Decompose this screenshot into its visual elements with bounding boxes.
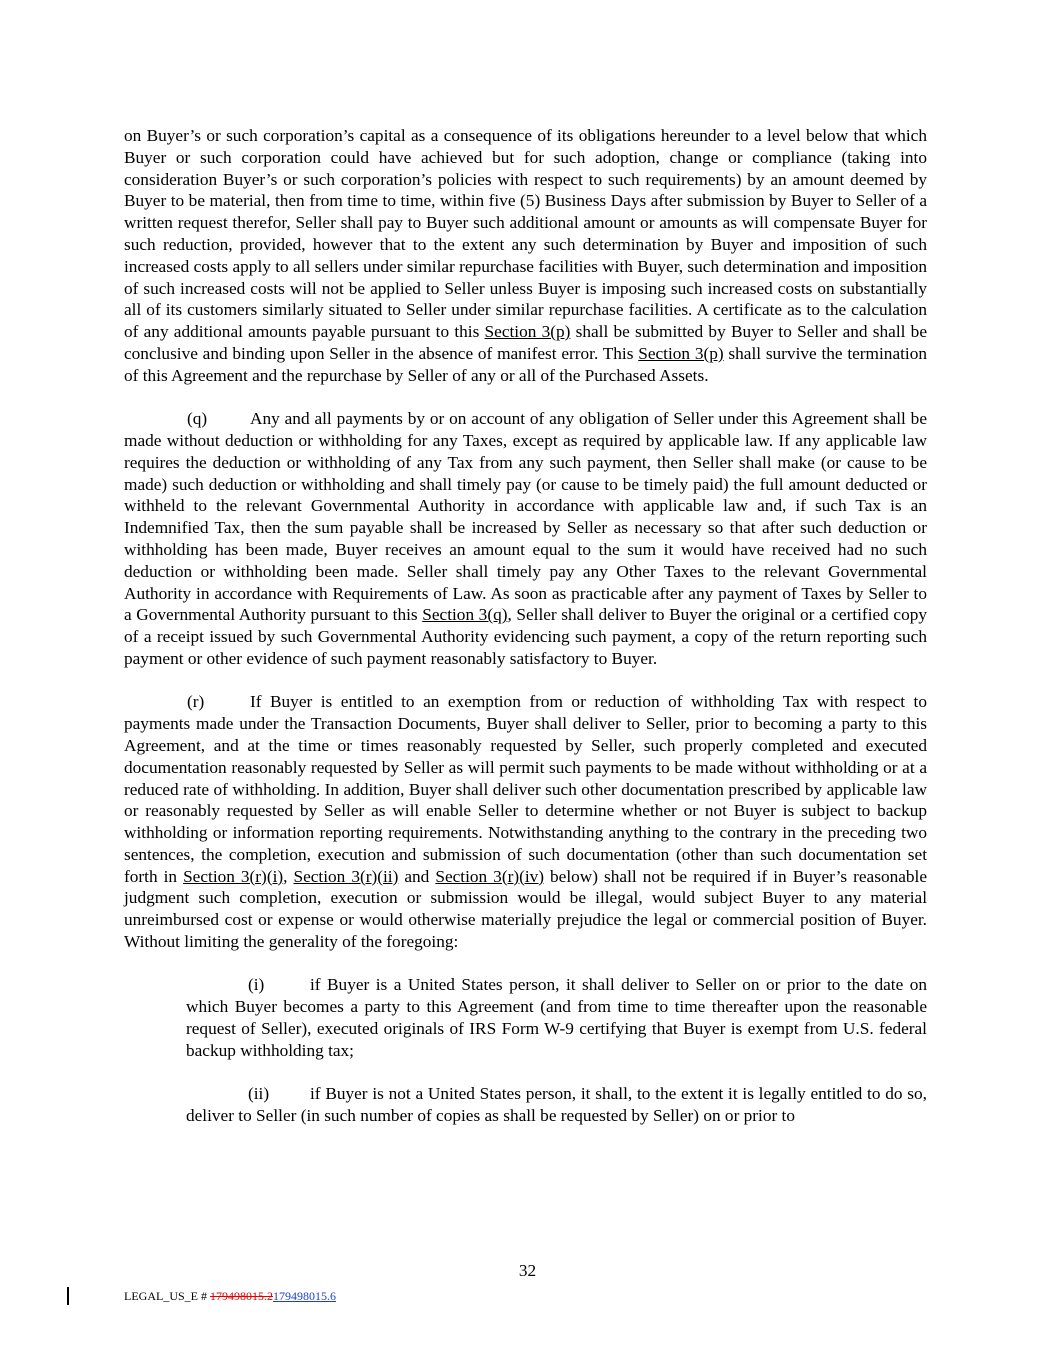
- section-reference-3p: Section 3(p): [484, 322, 571, 342]
- section-reference-3q: Section 3(q): [422, 605, 508, 625]
- paragraph-marker: (ii): [248, 1084, 270, 1104]
- paragraph-r: (r) If Buyer is entitled to an exemption from or reduction of withholding Tax with respect to payments made under the Transaction Documents, Buyer shall deliver to Seller, prior to becoming a party to this Agreement, and at the time or times reasonably requested by Seller, such properly completed and executed documentation reasonably requested by Seller as will permit such payments to be made without withholding or at a reduced rate of withholding. In addition, Buyer shall deliver such other documentation prescribed by applicable law or reasonably requested by Seller as will enable Seller to determine whether or not Buyer is subject to backup withholding or information reporting requirements. Notwithstanding anything to the contrary in the preceding two sentences, the completion, execution and submission of such documentation (other than such documentation set forth in Section 3(r)(i), Section 3(r)(ii) and Section 3(r)(iv) below) shall not be required if in Buyer’s reasonable judgment such completion, execution or submission would be illegal, would subject Buyer to any material unreimbursed cost or expense or would otherwise materially prejudice the legal or commercial position of Buyer. Without limiting the generality of the foregoing:: [124, 692, 928, 952]
- paragraph-r-ii-text: (ii) if Buyer is not a United States person, it shall, to the extent it is legally entitled to do so, deliver to Seller (in such number of copies as shall be requested by Seller) on or prior to: [186, 1084, 927, 1126]
- section-reference-3r-i: Section 3(r)(i): [183, 866, 284, 886]
- deleted-document-id: 179498015.2: [210, 1289, 273, 1303]
- section-reference-3r-iv: Section 3(r)(iv): [435, 866, 545, 886]
- inserted-document-id: 179498015.6: [273, 1289, 336, 1303]
- paragraph-q: (q) Any and all payments by or on account of any obligation of Seller under this Agreement shall be made without deduction or withholding for any Taxes, except as required by applicable law. If any applicable law requires the deduction or withholding of any Tax from any such payment, then Seller shall make (or cause to be made) such deduction or withholding and shall timely pay (or cause to be timely paid) the full amount deducted or withheld to the relevant Governmental Authority in accordance with applicable law and, if such Tax is an Indemnified Tax, then the sum payable shall be increased by Seller as necessary so that after such deduction or withholding has been made, Buyer receives an amount equal to the sum it would have received had no such deduction or withholding been made. Seller shall timely pay any Other Taxes to the relevant Governmental Authority in accordance with Requirements of Law. As soon as practicable after any payment of Taxes by Seller to a Governmental Authority pursuant to this Section 3(q), Seller shall deliver to Buyer the original or a certified copy of a receipt issued by such Governmental Authority evidencing such payment, a copy of the return reporting such payment or other evidence of such payment reasonably satisfactory to Buyer.: [124, 409, 927, 668]
- paragraph-marker: (q): [187, 409, 208, 429]
- paragraph-r-ii: [186, 1083, 927, 1127]
- document-body: [124, 125, 927, 1148]
- paragraph-marker: (r): [187, 692, 205, 712]
- section-reference-3p: Section 3(p): [638, 343, 724, 363]
- document-id-footer: [124, 1289, 336, 1304]
- paragraph-r-i: [186, 974, 927, 1061]
- paragraph-p-continuation: on Buyer’s or such corporation’s capital as a consequence of its obligations hereunder to a level below that which Buyer or such corporation could have achieved but for such adoption, change or compliance (taking into consideration Buyer’s or such corporation’s policies with respect to such requirements) by an amount deemed by Buyer to be material, then from time to time, within five (5) Business Days after submission by Buyer to Seller of a written request therefor, Seller shall pay to Buyer such additional amount or amounts as will compensate Buyer for such reduction, provided, however that to the extent any such determination by Buyer and imposition of such increased costs apply to all sellers under similar repurchase facilities with Buyer, such determination and imposition of such increased costs will not be applied to Seller unless Buyer is imposing such increased costs on substantially all of its customers similarly situated to Seller under similar repurchase facilities. A certificate as to the calculation of any additional amounts payable pursuant to this Section 3(p) shall be submitted by Buyer to Seller and shall be conclusive and binding upon Seller in the absence of manifest error. This Section 3(p) shall survive the termination of this Agreement and the repurchase by Seller of any or all of the Purchased Assets.: [124, 126, 927, 385]
- page-number: 32: [518, 1261, 537, 1280]
- section-reference-3r-ii: Section 3(r)(ii): [293, 866, 399, 886]
- document-id-prefix: LEGAL_US_E #: [124, 1289, 210, 1303]
- paragraph-r-i-text: (i) if Buyer is a United States person, it shall deliver to Seller on or prior to the date on which Buyer becomes a party to this Agreement (and from time to time thereafter upon the reasonable request of Seller), executed originals of IRS Form W-9 certifying that Buyer is exempt from U.S. federal backup withholding tax;: [186, 975, 927, 1060]
- revision-change-bar: [67, 1287, 69, 1305]
- paragraph-marker: (i): [248, 975, 265, 995]
